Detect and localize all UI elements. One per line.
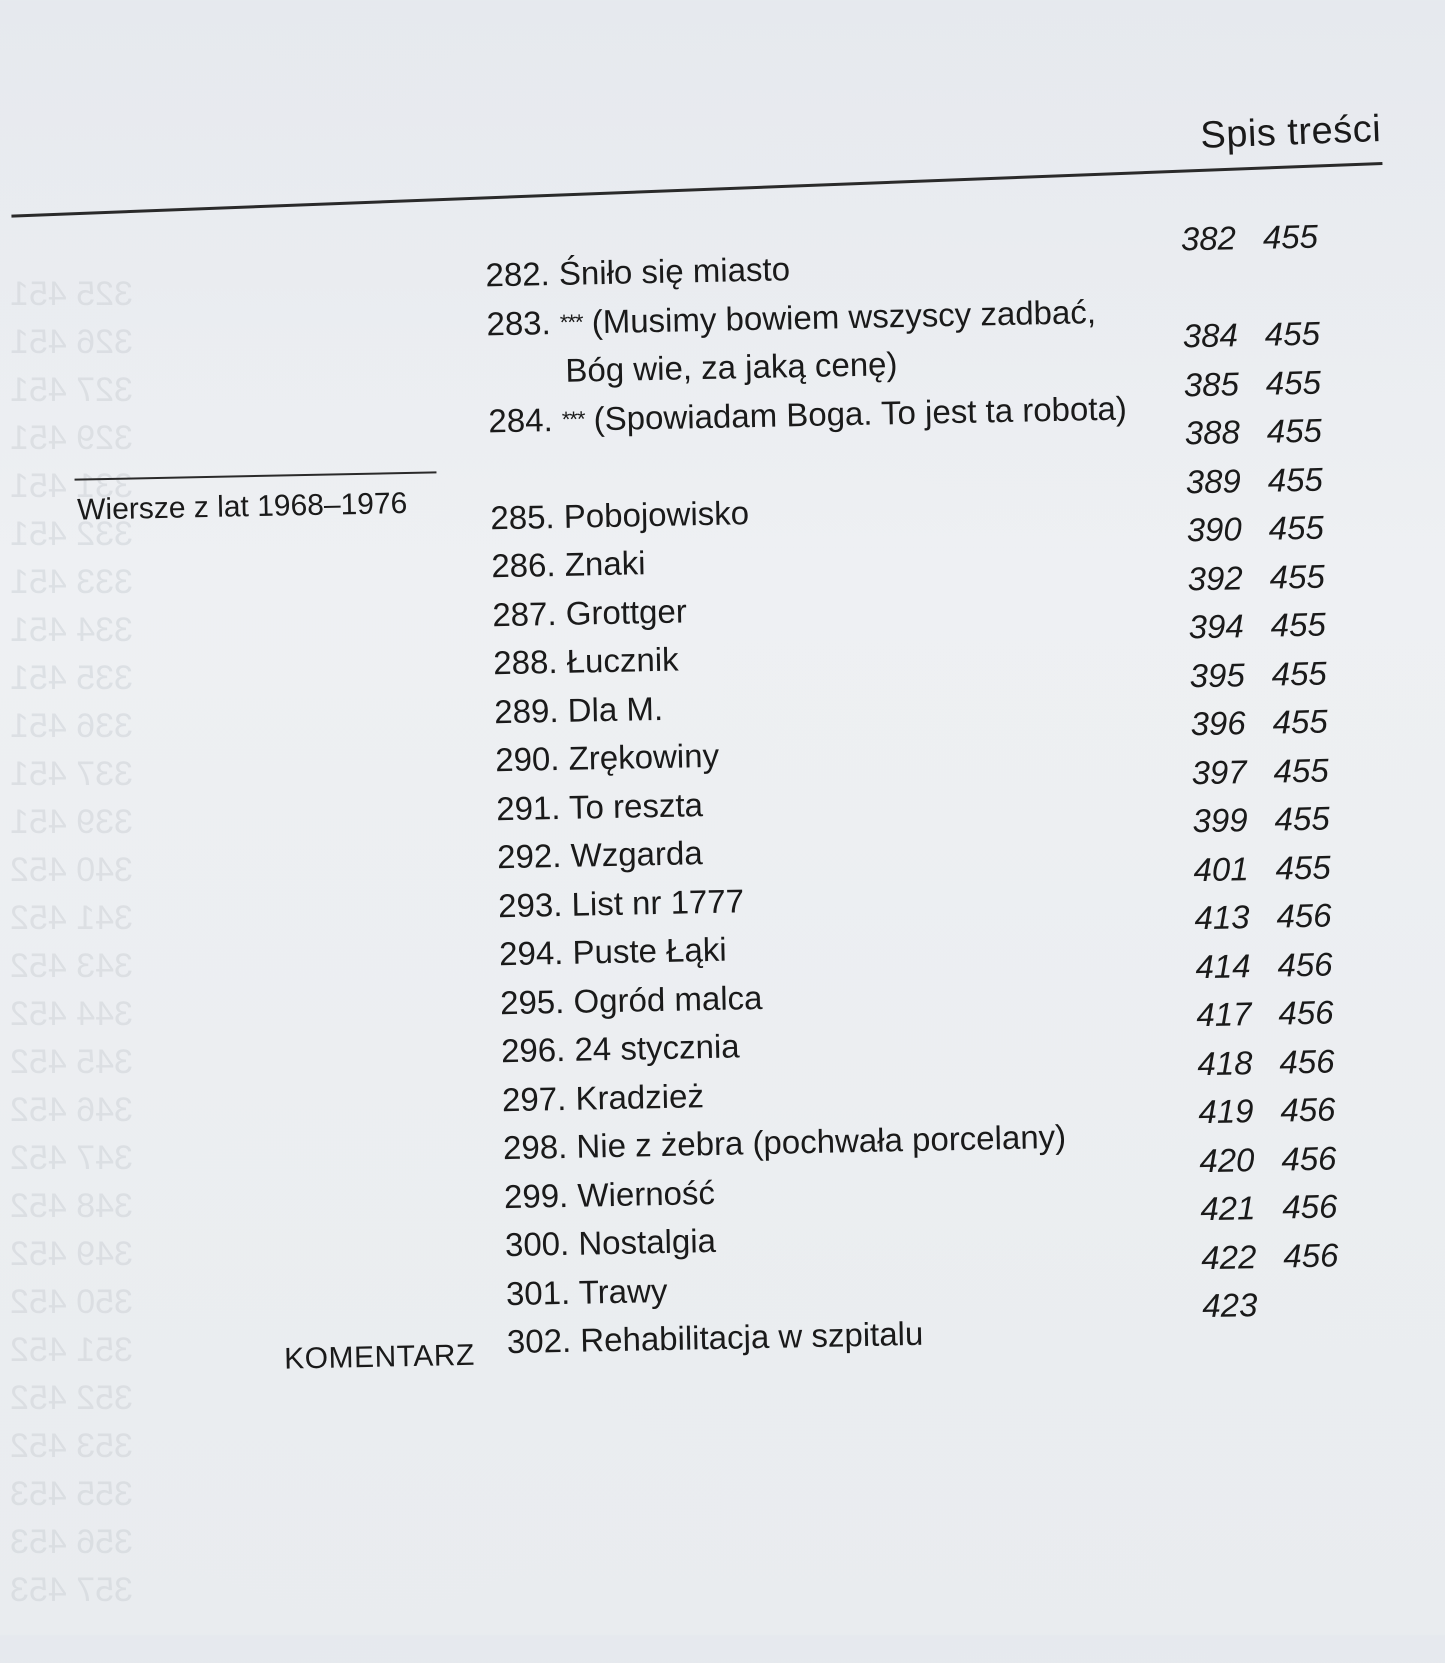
note-page-number: 455	[1268, 508, 1325, 547]
toc-entry	[494, 736, 720, 779]
text-page-number: 423	[1201, 1286, 1258, 1325]
show-through-line: 355 453	[10, 1475, 133, 1513]
toc-entry	[496, 834, 703, 876]
entry-title: Pobojowisko	[563, 493, 750, 535]
toc-entry	[490, 544, 646, 585]
text-page-number: 401	[1193, 849, 1249, 888]
toc-entry	[490, 493, 750, 536]
show-through-line: 336 451	[10, 707, 133, 745]
entry-title: To reszta	[568, 785, 704, 826]
text-page-number: 418	[1197, 1043, 1253, 1082]
show-through-line: 329 451	[10, 419, 133, 457]
toc-entry	[486, 292, 1097, 342]
entry-number: 287.	[491, 594, 567, 633]
entry-page-numbers	[1168, 753, 1329, 789]
note-page-number: 455	[1273, 751, 1329, 790]
toc-entry	[488, 391, 1127, 437]
entry-page-numbers	[1177, 1187, 1338, 1228]
toc-entry	[506, 1314, 924, 1361]
entry-number: 284.	[488, 400, 563, 439]
entry-title: Wzgarda	[570, 834, 703, 874]
komentarz-heading: KOMENTARZ	[283, 1338, 476, 1376]
entry-title: Kradzież	[575, 1076, 705, 1117]
text-page-number: 395	[1189, 655, 1246, 694]
toc-entry	[491, 591, 688, 633]
asterisks-mark: ***	[559, 308, 583, 335]
section-rule	[75, 471, 437, 480]
toc-entry	[485, 250, 791, 294]
note-page-number: 456	[1281, 1187, 1338, 1226]
text-page-number: 392	[1187, 558, 1244, 597]
entry-page-numbers	[1165, 605, 1327, 646]
entry-number: 296.	[500, 1030, 575, 1070]
entry-number: 298.	[502, 1127, 577, 1167]
entry-number: 294.	[498, 933, 573, 973]
note-page-number: 456	[1280, 1090, 1336, 1129]
entry-page-numbers	[1176, 1138, 1337, 1179]
show-through-line: 344 452	[10, 995, 133, 1033]
entry-title: (Spowiadam Boga. To jest ta robota)	[593, 389, 1128, 437]
text-page-number: 385	[1183, 364, 1240, 403]
section-title: Wiersze z lat 1968–1976	[76, 486, 408, 527]
toc-entry	[500, 1027, 740, 1070]
entry-number: 299.	[503, 1176, 578, 1215]
show-through-line: 333 451	[10, 563, 133, 601]
note-page-number: 455	[1274, 799, 1330, 838]
note-page-number: 456	[1282, 1235, 1339, 1275]
text-page-number: 414	[1195, 946, 1251, 985]
show-through-line: 347 452	[10, 1139, 133, 1177]
entry-page-numbers	[1161, 365, 1322, 401]
toc-entry	[499, 978, 763, 1021]
text-page-number: 399	[1192, 801, 1248, 840]
show-through-line: 340 452	[10, 851, 133, 889]
show-through-line: 335 451	[10, 659, 133, 697]
note-page-number: 455	[1267, 460, 1324, 499]
entry-number: 289.	[493, 691, 569, 730]
entry-title: Bóg wie, za jaką cenę)	[565, 345, 898, 389]
entry-title: Grottger	[565, 591, 688, 632]
entry-number: 292.	[496, 836, 571, 876]
show-through-line: 341 452	[10, 899, 133, 937]
note-page-number: 455	[1271, 654, 1328, 693]
text-page-number: 394	[1188, 607, 1245, 646]
show-through-line: 326 451	[10, 323, 133, 361]
text-page-number: 382	[1180, 219, 1237, 258]
text-page-number: 389	[1185, 461, 1242, 500]
note-page-number: 456	[1280, 1138, 1337, 1178]
entry-page-numbers	[1158, 217, 1319, 258]
show-through-line: 357 453	[10, 1571, 133, 1609]
show-through-line: 351 452	[10, 1331, 133, 1369]
toc-entry	[497, 881, 745, 924]
entry-number: 295.	[499, 982, 574, 1021]
entry-number: 290.	[494, 739, 570, 779]
entry-page-numbers	[1174, 1041, 1335, 1082]
entry-page-numbers	[1171, 896, 1332, 937]
note-page-number: 455	[1262, 217, 1319, 256]
entry-number: 282.	[485, 254, 560, 294]
note-page-number: 455	[1275, 848, 1331, 887]
entry-page-numbers	[1169, 799, 1330, 840]
entry-number: 302.	[506, 1321, 581, 1361]
note-page-number: 456	[1277, 945, 1333, 984]
toc-entry	[503, 1173, 716, 1215]
entry-title: Ogród malca	[573, 978, 763, 1020]
toc-entry	[505, 1271, 668, 1312]
text-page-number: 422	[1200, 1237, 1257, 1276]
toc-entry	[492, 640, 679, 682]
entry-title: Trawy	[578, 1271, 668, 1311]
entry-page-numbers	[1172, 947, 1333, 983]
show-through-line: 348 452	[10, 1187, 133, 1225]
text-page-number: 417	[1196, 995, 1252, 1034]
show-through-line: 343 452	[10, 947, 133, 985]
entry-page-numbers	[1175, 1090, 1336, 1131]
show-through-line: 346 452	[10, 1091, 133, 1129]
text-page-number: 390	[1186, 510, 1243, 549]
note-page-number: 455	[1272, 702, 1329, 741]
entry-number: 286.	[490, 545, 566, 585]
note-page-number: 456	[1276, 896, 1332, 935]
entry-title: Łucznik	[566, 640, 679, 680]
entry-title: (Musimy bowiem wszyscy zadbać,	[591, 292, 1097, 340]
entry-page-numbers	[1164, 559, 1325, 595]
entry-page-numbers	[1179, 1286, 1340, 1325]
text-page-number: 396	[1190, 704, 1247, 743]
note-page-number: 456	[1279, 1041, 1335, 1081]
entry-title: Rehabilitacja w szpitalu	[579, 1314, 924, 1359]
entry-title: Puste Łąki	[572, 930, 727, 971]
entry-title: Śniło się miasto	[558, 250, 791, 292]
show-through-line: 327 451	[10, 371, 133, 409]
entry-number: 300.	[504, 1224, 579, 1264]
entry-page-numbers	[1167, 702, 1329, 743]
note-page-number: 456	[1278, 993, 1334, 1032]
asterisks-mark: ***	[561, 405, 585, 432]
text-page-number: 388	[1184, 413, 1241, 452]
show-through-line: 337 451	[10, 755, 133, 793]
toc-entry	[495, 785, 704, 827]
show-through-line: 325 451	[10, 275, 133, 313]
entry-page-numbers	[1162, 411, 1323, 452]
entry-number: 301.	[505, 1273, 580, 1312]
show-through-line: 353 452	[10, 1427, 133, 1465]
entry-page-numbers	[1166, 656, 1327, 692]
entry-page-numbers	[1178, 1235, 1339, 1276]
entry-page-numbers	[1162, 462, 1323, 498]
note-page-number: 455	[1270, 605, 1327, 644]
text-page-number: 419	[1198, 1092, 1254, 1131]
entry-number: 293.	[497, 885, 572, 924]
entry-page-numbers	[1170, 850, 1331, 886]
note-page-number: 455	[1264, 314, 1321, 353]
entry-title: Nie z żebra (pochwała porcelany)	[576, 1117, 1067, 1165]
text-page-number: 413	[1194, 898, 1250, 937]
show-through-line: 350 452	[10, 1283, 133, 1321]
note-page-number: 455	[1265, 363, 1322, 402]
entry-page-numbers	[1173, 993, 1334, 1034]
entry-number: 288.	[492, 642, 568, 682]
toc-entry	[493, 689, 664, 730]
show-through-line: 356 453	[10, 1523, 133, 1561]
entry-number: 291.	[495, 788, 570, 827]
show-through-line: 345 452	[10, 1043, 133, 1081]
note-page-number	[1264, 1314, 1340, 1316]
text-page-number: 384	[1182, 316, 1239, 355]
toc-entry	[501, 1076, 705, 1118]
text-page-number: 397	[1191, 752, 1248, 791]
show-through-line: 331 451	[10, 467, 133, 505]
entry-number: 297.	[501, 1079, 576, 1118]
show-through-line: 349 452	[10, 1235, 133, 1273]
toc-entry	[565, 347, 898, 387]
entry-page-numbers	[1163, 508, 1325, 549]
toc-entry	[498, 930, 727, 973]
text-page-number: 420	[1198, 1140, 1255, 1179]
entry-number: 285.	[490, 497, 565, 536]
toc-entry	[504, 1221, 717, 1264]
entry-title: Dla M.	[567, 689, 664, 729]
entry-page-numbers	[1160, 314, 1321, 355]
entry-title: List nr 1777	[571, 881, 745, 923]
note-page-number: 455	[1269, 557, 1326, 596]
note-page-number: 455	[1266, 411, 1323, 450]
show-through-line: 352 452	[10, 1379, 133, 1417]
entry-title: Nostalgia	[578, 1221, 717, 1262]
page-title: Spis treści	[1199, 107, 1382, 157]
entry-title: Wierność	[577, 1173, 716, 1214]
text-page-number: 421	[1199, 1189, 1256, 1228]
show-through-line: 334 451	[10, 611, 133, 649]
toc-entry	[502, 1117, 1067, 1167]
show-through-line: 332 451	[10, 515, 133, 553]
entry-number: 283.	[486, 303, 561, 342]
show-through-line: 339 451	[10, 803, 133, 841]
entry-title: Zrękowiny	[568, 736, 720, 777]
entry-title: 24 stycznia	[574, 1027, 740, 1068]
entry-title: Znaki	[564, 544, 646, 583]
